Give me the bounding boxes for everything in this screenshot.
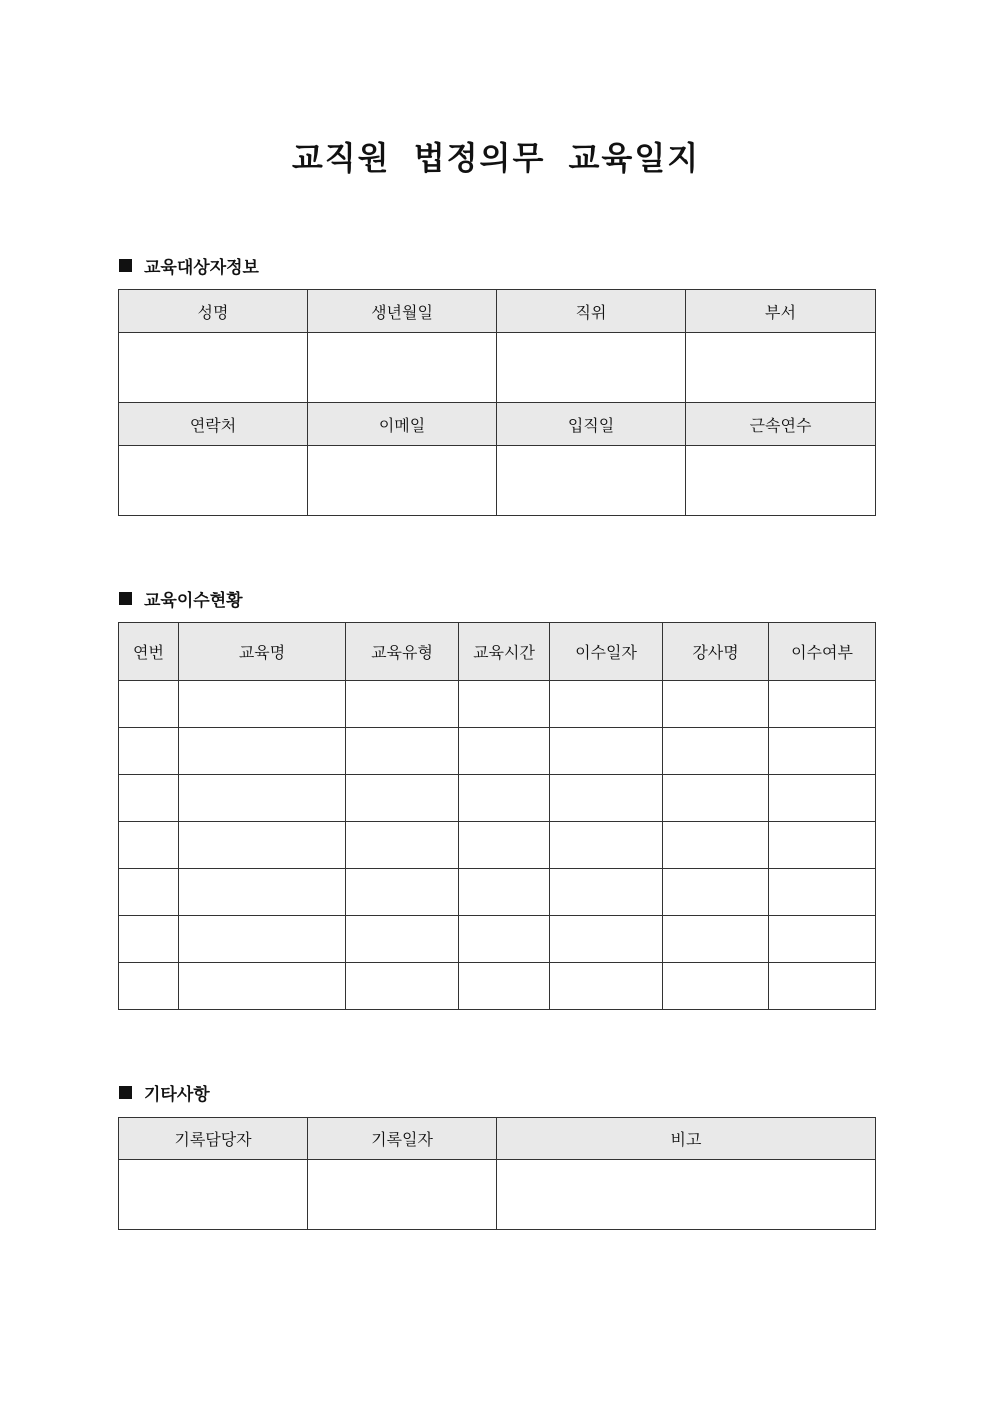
- table-cell[interactable]: [550, 775, 663, 822]
- header-department: 부서: [686, 290, 876, 333]
- section-heading-target-info: [119, 253, 259, 277]
- table-cell[interactable]: [346, 916, 459, 963]
- table-cell[interactable]: [769, 728, 876, 775]
- table-cell[interactable]: [550, 869, 663, 916]
- department-cell[interactable]: [686, 333, 876, 403]
- years-of-service-cell[interactable]: [686, 446, 876, 516]
- table-cell[interactable]: [119, 869, 179, 916]
- table-cell[interactable]: [346, 775, 459, 822]
- header-completion-date: 이수일자: [550, 623, 663, 681]
- header-remarks: 비고: [497, 1118, 876, 1160]
- table-cell[interactable]: [179, 681, 346, 728]
- contact-cell[interactable]: [119, 446, 308, 516]
- hire-date-cell[interactable]: [497, 446, 686, 516]
- table-cell[interactable]: [346, 822, 459, 869]
- table-cell[interactable]: [179, 963, 346, 1010]
- table-cell[interactable]: [459, 916, 550, 963]
- header-years-of-service: 근속연수: [686, 403, 876, 446]
- table-cell[interactable]: [769, 963, 876, 1010]
- section-heading-label: 교육대상자정보: [144, 257, 259, 278]
- position-cell[interactable]: [497, 333, 686, 403]
- square-bullet-icon: [119, 592, 132, 605]
- table-cell[interactable]: [179, 916, 346, 963]
- other-info-table: [118, 1117, 876, 1230]
- table-cell[interactable]: [663, 822, 769, 869]
- header-birthdate: 생년월일: [308, 290, 497, 333]
- table-cell[interactable]: [663, 963, 769, 1010]
- recorder-cell[interactable]: [119, 1160, 308, 1230]
- name-cell[interactable]: [119, 333, 308, 403]
- table-cell[interactable]: [119, 916, 179, 963]
- header-course-hours: 교육시간: [459, 623, 550, 681]
- header-instructor: 강사명: [663, 623, 769, 681]
- header-recorder: 기록담당자: [119, 1118, 308, 1160]
- table-cell[interactable]: [179, 822, 346, 869]
- table-cell[interactable]: [459, 822, 550, 869]
- table-row: [119, 869, 876, 916]
- email-cell[interactable]: [308, 446, 497, 516]
- square-bullet-icon: [119, 259, 132, 272]
- header-position: 직위: [497, 290, 686, 333]
- table-cell[interactable]: [346, 963, 459, 1010]
- table-cell[interactable]: [119, 822, 179, 869]
- table-cell[interactable]: [550, 916, 663, 963]
- table-cell[interactable]: [119, 775, 179, 822]
- header-record-date: 기록일자: [308, 1118, 497, 1160]
- table-cell[interactable]: [119, 963, 179, 1010]
- table-cell[interactable]: [459, 728, 550, 775]
- table-cell[interactable]: [179, 775, 346, 822]
- table-cell[interactable]: [769, 681, 876, 728]
- table-cell[interactable]: [663, 775, 769, 822]
- header-name: 성명: [119, 290, 308, 333]
- table-row: [119, 916, 876, 963]
- header-contact: 연락처: [119, 403, 308, 446]
- table-cell[interactable]: [663, 681, 769, 728]
- table-cell[interactable]: [179, 728, 346, 775]
- table-cell[interactable]: [769, 869, 876, 916]
- target-info-table: [118, 289, 876, 516]
- header-no: 연번: [119, 623, 179, 681]
- table-cell[interactable]: [550, 963, 663, 1010]
- table-cell[interactable]: [346, 728, 459, 775]
- table-cell[interactable]: [346, 681, 459, 728]
- square-bullet-icon: [119, 1086, 132, 1099]
- table-row: [119, 681, 876, 728]
- header-email: 이메일: [308, 403, 497, 446]
- table-row: [119, 822, 876, 869]
- table-cell[interactable]: [550, 681, 663, 728]
- header-course-name: 교육명: [179, 623, 346, 681]
- header-hire-date: 입직일: [497, 403, 686, 446]
- birthdate-cell[interactable]: [308, 333, 497, 403]
- table-cell[interactable]: [550, 728, 663, 775]
- table-cell[interactable]: [179, 869, 346, 916]
- table-cell[interactable]: [119, 681, 179, 728]
- table-cell[interactable]: [663, 728, 769, 775]
- table-cell[interactable]: [769, 916, 876, 963]
- section-heading-other: [119, 1080, 210, 1104]
- table-cell[interactable]: [769, 775, 876, 822]
- section-heading-label: 기타사항: [144, 1084, 210, 1105]
- table-row: [119, 775, 876, 822]
- table-cell[interactable]: [550, 822, 663, 869]
- table-cell[interactable]: [459, 681, 550, 728]
- table-cell[interactable]: [769, 822, 876, 869]
- completion-table: [118, 622, 876, 1010]
- table-cell[interactable]: [459, 869, 550, 916]
- remarks-cell[interactable]: [497, 1160, 876, 1230]
- section-heading-completion: [119, 586, 243, 610]
- record-date-cell[interactable]: [308, 1160, 497, 1230]
- section-heading-label: 교육이수현황: [144, 590, 243, 611]
- table-cell[interactable]: [459, 775, 550, 822]
- table-cell[interactable]: [663, 916, 769, 963]
- table-cell[interactable]: [663, 869, 769, 916]
- table-cell[interactable]: [459, 963, 550, 1010]
- table-row: [119, 963, 876, 1010]
- header-completion-status: 이수여부: [769, 623, 876, 681]
- table-cell[interactable]: [346, 869, 459, 916]
- table-cell[interactable]: [119, 728, 179, 775]
- header-course-type: 교육유형: [346, 623, 459, 681]
- table-row: [119, 728, 876, 775]
- page-title: 교직원 법정의무 교육일지: [291, 139, 701, 177]
